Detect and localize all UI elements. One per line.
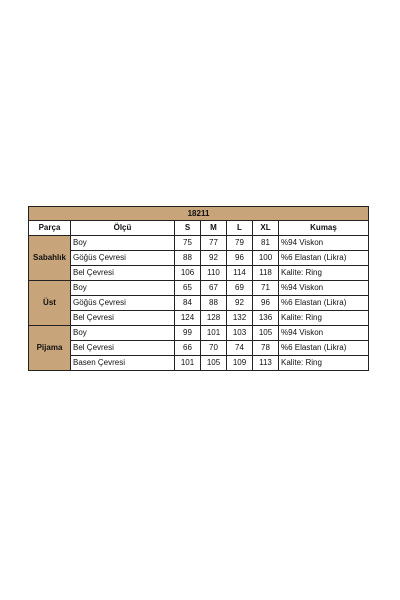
measure-cell: Göğüs Çevresi: [71, 296, 175, 311]
fabric-cell: %94 Viskon: [279, 281, 369, 296]
size-xl-cell: 136: [253, 311, 279, 326]
fabric-cell: %6 Elastan (Likra): [279, 341, 369, 356]
measure-cell: Bel Çevresi: [71, 341, 175, 356]
header-fabric: Kumaş: [279, 221, 369, 236]
size-s-cell: 99: [175, 326, 201, 341]
size-table: [28, 206, 369, 371]
size-s-cell: 84: [175, 296, 201, 311]
table-row: [29, 251, 369, 266]
size-xl-cell: 71: [253, 281, 279, 296]
size-l-cell: 96: [227, 251, 253, 266]
fabric-cell: %6 Elastan (Likra): [279, 251, 369, 266]
header-size-s: S: [175, 221, 201, 236]
size-xl-cell: 81: [253, 236, 279, 251]
size-l-cell: 92: [227, 296, 253, 311]
table-row: [29, 266, 369, 281]
size-s-cell: 88: [175, 251, 201, 266]
fabric-cell: Kalite: Ring: [279, 356, 369, 371]
size-s-cell: 65: [175, 281, 201, 296]
size-m-cell: 77: [201, 236, 227, 251]
measure-cell: Basen Çevresi: [71, 356, 175, 371]
size-m-cell: 101: [201, 326, 227, 341]
size-l-cell: 74: [227, 341, 253, 356]
size-chart: [28, 206, 368, 371]
size-m-cell: 110: [201, 266, 227, 281]
part-label: Pijama: [29, 326, 71, 371]
size-m-cell: 105: [201, 356, 227, 371]
size-m-cell: 92: [201, 251, 227, 266]
table-row: [29, 326, 369, 341]
product-code: 18211: [29, 207, 369, 221]
measure-cell: Boy: [71, 281, 175, 296]
table-row: [29, 296, 369, 311]
fabric-cell: Kalite: Ring: [279, 311, 369, 326]
size-l-cell: 79: [227, 236, 253, 251]
size-xl-cell: 118: [253, 266, 279, 281]
size-xl-cell: 78: [253, 341, 279, 356]
size-m-cell: 67: [201, 281, 227, 296]
measure-cell: Göğüs Çevresi: [71, 251, 175, 266]
size-m-cell: 88: [201, 296, 227, 311]
size-s-cell: 75: [175, 236, 201, 251]
measure-cell: Bel Çevresi: [71, 266, 175, 281]
table-row: [29, 356, 369, 371]
fabric-cell: %94 Viskon: [279, 326, 369, 341]
fabric-cell: %94 Viskon: [279, 236, 369, 251]
size-xl-cell: 100: [253, 251, 279, 266]
header-part: Parça: [29, 221, 71, 236]
measure-cell: Boy: [71, 236, 175, 251]
table-row: [29, 341, 369, 356]
product-code-row: [29, 207, 369, 221]
table-row: [29, 281, 369, 296]
size-xl-cell: 113: [253, 356, 279, 371]
measure-cell: Bel Çevresi: [71, 311, 175, 326]
size-xl-cell: 96: [253, 296, 279, 311]
size-l-cell: 109: [227, 356, 253, 371]
table-row: [29, 236, 369, 251]
size-s-cell: 106: [175, 266, 201, 281]
size-s-cell: 124: [175, 311, 201, 326]
size-l-cell: 103: [227, 326, 253, 341]
size-s-cell: 101: [175, 356, 201, 371]
header-size-l: L: [227, 221, 253, 236]
size-rows: [29, 236, 369, 371]
size-s-cell: 66: [175, 341, 201, 356]
header-size-m: M: [201, 221, 227, 236]
part-label: Sabahlık: [29, 236, 71, 281]
table-row: [29, 311, 369, 326]
size-m-cell: 70: [201, 341, 227, 356]
size-l-cell: 114: [227, 266, 253, 281]
header-row: [29, 221, 369, 236]
header-size-xl: XL: [253, 221, 279, 236]
part-label: Üst: [29, 281, 71, 326]
fabric-cell: Kalite: Ring: [279, 266, 369, 281]
size-l-cell: 69: [227, 281, 253, 296]
size-xl-cell: 105: [253, 326, 279, 341]
measure-cell: Boy: [71, 326, 175, 341]
size-l-cell: 132: [227, 311, 253, 326]
header-measure: Ölçü: [71, 221, 175, 236]
fabric-cell: %6 Elastan (Likra): [279, 296, 369, 311]
size-m-cell: 128: [201, 311, 227, 326]
